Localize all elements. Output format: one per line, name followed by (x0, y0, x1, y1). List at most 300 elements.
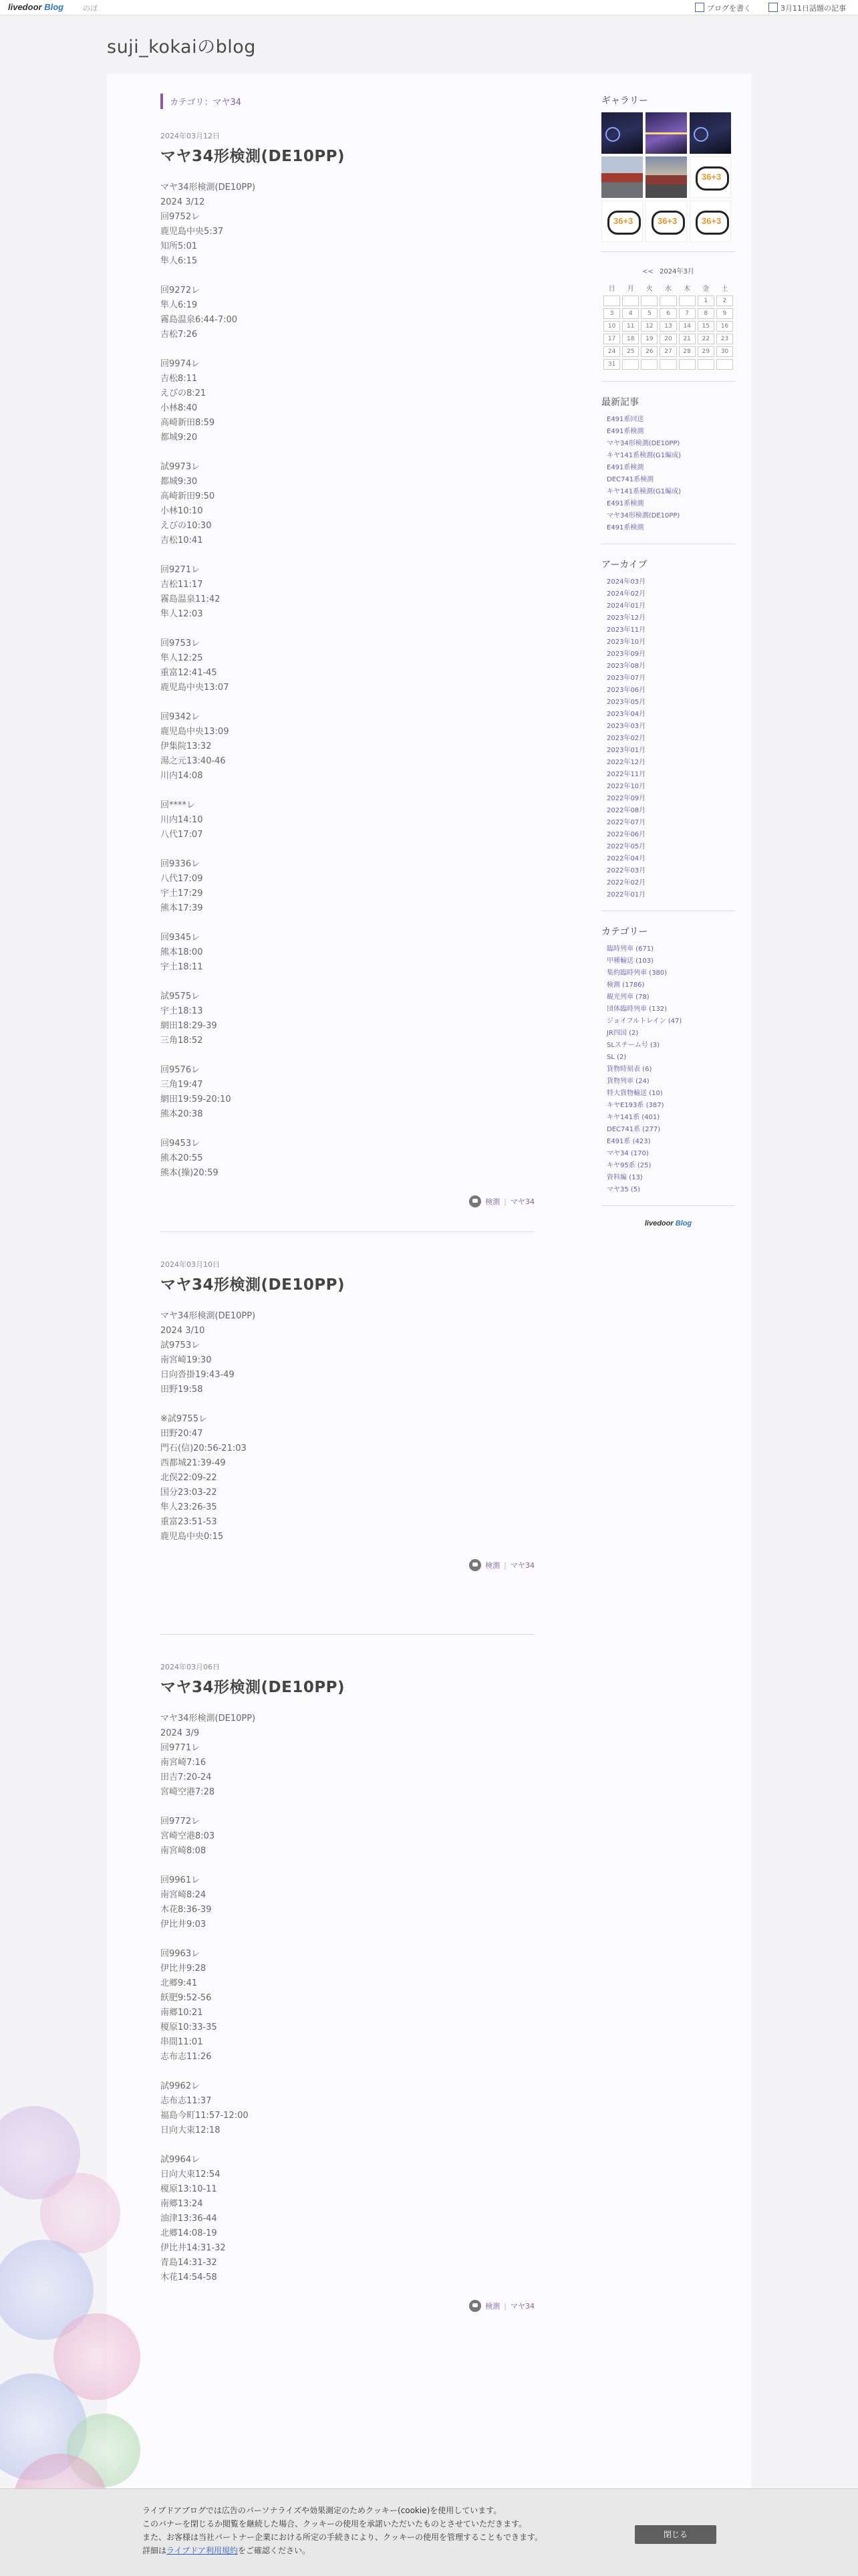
calendar-day[interactable]: 25 (622, 346, 639, 357)
post-title[interactable]: マヤ34形検測(DE10PP) (160, 1679, 345, 1696)
calendar-week (603, 296, 733, 306)
calendar-day[interactable]: 2 (716, 296, 733, 306)
calendar-day[interactable]: 21 (679, 334, 696, 344)
calendar-day (660, 296, 676, 306)
archive-link[interactable]: 2022年06月 (607, 831, 646, 838)
calendar-days (603, 296, 733, 370)
comment-icon[interactable] (469, 2300, 481, 2312)
calendar-day (716, 359, 733, 370)
gallery-thumbnail[interactable] (601, 201, 643, 242)
calendar-day (679, 296, 696, 306)
post-line: 川内14:08 (160, 771, 203, 781)
calendar-day[interactable]: 24 (603, 346, 620, 357)
blank-line (160, 445, 535, 460)
post-line: 八代17:07 (160, 830, 203, 840)
calendar-day[interactable]: 19 (641, 334, 658, 344)
post-line: 日向沓掛19:43-49 (160, 1370, 235, 1380)
post-line: 福島今町11:57-12:00 (160, 2111, 249, 2121)
gallery-thumbnail[interactable] (690, 201, 731, 242)
post-tag-link[interactable]: マヤ34 (511, 1561, 535, 1570)
post-line: 串間11:01 (160, 2037, 203, 2047)
weekday-label: 水 (664, 285, 672, 293)
post-line: 回9961レ (160, 1875, 200, 1885)
lang-label[interactable]: のぼ (83, 4, 98, 13)
post-line: 試9964レ (160, 2155, 200, 2165)
archive-link[interactable]: 2023年02月 (607, 735, 646, 742)
post-line: 網田19:59-20:10 (160, 1094, 231, 1104)
weekday-label: 月 (627, 285, 634, 293)
post-line: 青島14:31-32 (160, 2258, 217, 2268)
post-line: 木花8:36-39 (160, 1905, 212, 1915)
post-line: 2024 3/10 (160, 1326, 205, 1336)
archive-link[interactable]: 2023年09月 (607, 651, 646, 658)
calendar-day[interactable]: 12 (641, 321, 658, 332)
category-link[interactable]: 検測 (1786) (607, 981, 645, 989)
post-line: 試9575レ (160, 991, 200, 1002)
recent-post-link[interactable]: マヤ34形検測(DE10PP) (607, 440, 680, 447)
recent-post-link[interactable]: キヤ141系検測(G1編成) (607, 452, 682, 459)
calendar-day (660, 359, 676, 370)
archive-title: アーカイブ (601, 560, 648, 570)
blank-line (160, 784, 535, 798)
cookie-close-button[interactable]: 閉じる (635, 2525, 716, 2544)
blank-line (160, 1932, 535, 1947)
blank-line (160, 842, 535, 857)
post-line: 回9752レ (160, 212, 200, 222)
divider (601, 381, 735, 382)
post-line: 南郷10:21 (160, 2008, 203, 2018)
calendar-caption (601, 265, 735, 275)
category-link[interactable]: 団体臨時列車 (132) (607, 1006, 668, 1013)
gallery-thumbnail[interactable] (646, 156, 687, 198)
archive-link[interactable]: 2023年12月 (607, 614, 646, 622)
write-blog-link[interactable] (695, 3, 751, 13)
post-body (160, 181, 535, 1181)
post-line: 2024 3/12 (160, 197, 205, 207)
calendar-day[interactable]: 6 (660, 308, 676, 319)
post-line: 霧島温泉6:44-7:00 (160, 315, 238, 325)
post-category-link[interactable]: 検測 (485, 1197, 500, 1206)
blank-line (160, 695, 535, 710)
weekday-label: 土 (721, 285, 728, 293)
post-line: 回9771レ (160, 1743, 200, 1753)
category-link[interactable]: SL (2) (607, 1054, 627, 1061)
recent-posts-title: 最新記事 (601, 397, 639, 408)
content-wrapper (107, 74, 751, 2507)
archive-link[interactable]: 2023年08月 (607, 663, 646, 670)
post-line: 鹿児島中央5:37 (160, 227, 224, 237)
cookie-line: また、お客様は当社パートナー企業における所定の手続きにより、クッキーの使用を管理することもできます。 (142, 2533, 543, 2542)
post-line: 隼人6:15 (160, 256, 198, 266)
calendar-month: 2024年3月 (660, 268, 694, 275)
post-line: 南郷13:24 (160, 2199, 203, 2209)
calendar-prev-link[interactable]: << (642, 268, 654, 275)
post-line: 知所5:01 (160, 241, 198, 251)
cookie-line: ライブドアブログでは広告のパーソナライズや効果測定のためクッキー(cookie)を使用しています。 (142, 2506, 502, 2515)
blank-line (160, 1859, 535, 1873)
post-line: 北郷14:08-19 (160, 2228, 217, 2238)
calendar-day[interactable]: 3 (603, 308, 620, 319)
calendar-day[interactable]: 27 (660, 346, 676, 357)
calendar-day[interactable]: 9 (716, 308, 733, 319)
post-list (160, 130, 535, 2315)
blank-line (160, 975, 535, 989)
blog-title[interactable]: suji_kokaiのblog (107, 37, 256, 57)
post-line: 南宮崎8:08 (160, 1846, 206, 1856)
post-line: 田吉7:20-24 (160, 1772, 212, 1782)
post-line: 回9336レ (160, 859, 200, 869)
write-blog-label: ブログを書く (707, 4, 751, 13)
post-line: 隼人12:25 (160, 653, 203, 663)
post-line: 試9973レ (160, 462, 200, 472)
post-line: 三角19:47 (160, 1080, 203, 1090)
post-category-link[interactable]: 検測 (485, 2302, 500, 2311)
topic-articles-link[interactable] (768, 3, 846, 13)
post-line: 回****レ (160, 800, 196, 810)
post-line: 重富12:41-45 (160, 668, 217, 678)
gallery-thumbnail[interactable] (646, 201, 687, 242)
post-line: えびの8:21 (160, 388, 206, 398)
archive-link[interactable]: 2022年05月 (607, 843, 646, 850)
archive-link[interactable]: 2022年10月 (607, 783, 646, 790)
category-link[interactable]: 甲種輸送 (103) (607, 957, 654, 965)
category-list (601, 943, 735, 1196)
post-line: 高崎新田9:50 (160, 491, 215, 501)
archive-link[interactable]: 2024年01月 (607, 602, 646, 610)
calendar-day[interactable]: 28 (679, 346, 696, 357)
archive-list (601, 576, 735, 901)
post-line: 吉松11:17 (160, 580, 203, 590)
category-link[interactable]: E491系 (423) (607, 1138, 651, 1145)
archive-link[interactable]: 2023年07月 (607, 675, 646, 682)
top-bar (0, 0, 858, 15)
post-line: 鹿児島中央0:15 (160, 1532, 224, 1542)
post-line: 熊本(操)20:59 (160, 1168, 219, 1178)
calendar-day[interactable]: 1 (698, 296, 714, 306)
archive-link[interactable]: 2023年01月 (607, 747, 646, 754)
sidebar-footer-logo[interactable] (601, 1219, 735, 1227)
category-link[interactable]: キヤ95系 (25) (607, 1162, 652, 1169)
calendar-day[interactable]: 10 (603, 321, 620, 332)
footer-logo-text: livedoor (644, 1219, 674, 1227)
post-line: 伊比井9:28 (160, 1964, 206, 1974)
post-line: 吉松7:26 (160, 330, 198, 340)
post-date: 2024年03月10日 (160, 1260, 220, 1269)
comment-icon[interactable] (469, 1195, 481, 1207)
divider (601, 251, 735, 252)
post-line: 隼人23:26-35 (160, 1502, 217, 1512)
calendar-table (601, 279, 735, 372)
post-line: 回9772レ (160, 1817, 200, 1827)
post-meta (160, 1195, 535, 1210)
post-line: 網田18:29-39 (160, 1021, 217, 1031)
livedoor-blog-logo[interactable] (8, 2, 63, 12)
calendar-week (603, 321, 733, 332)
calendar-icon (768, 3, 778, 12)
blank-line (160, 548, 535, 563)
calendar-day[interactable]: 20 (660, 334, 676, 344)
post-line: 榎原10:33-35 (160, 2022, 217, 2032)
meta-separator: | (504, 2302, 507, 2311)
post-line: 北郷9:41 (160, 1978, 198, 1988)
category-link[interactable]: キヤE193系 (387) (607, 1102, 664, 1109)
post-line: 熊本17:39 (160, 903, 203, 913)
post-line: 熊本20:38 (160, 1109, 203, 1119)
archive-link[interactable]: 2022年08月 (607, 807, 646, 814)
recent-post-link[interactable]: E491系回送 (607, 416, 644, 423)
calendar-day[interactable]: 17 (603, 334, 620, 344)
gallery-thumbnail[interactable] (690, 112, 731, 154)
calendar-day (641, 359, 658, 370)
post-line: 田野19:58 (160, 1385, 203, 1395)
recent-post-link[interactable]: E491系検測 (607, 464, 644, 471)
post-line: 伊比井14:31-32 (160, 2243, 226, 2253)
category-link[interactable]: 臨時列車 (671) (607, 945, 654, 953)
archive-link[interactable]: 2022年04月 (607, 855, 646, 862)
post-body (160, 1712, 535, 2285)
cookie-line (142, 2544, 623, 2557)
post-line: 回9753レ (160, 638, 200, 649)
post-line: 回9576レ (160, 1065, 200, 1075)
post-line: 三角18:52 (160, 1036, 203, 1046)
post-line: 南宮崎7:16 (160, 1758, 206, 1768)
post-line: 八代17:09 (160, 874, 203, 884)
calendar-day[interactable]: 7 (679, 308, 696, 319)
post-line: 隼人6:19 (160, 300, 198, 310)
post-title[interactable]: マヤ34形検測(DE10PP) (160, 148, 345, 165)
post-line: 試9962レ (160, 2081, 200, 2091)
archive-link[interactable]: 2022年12月 (607, 759, 646, 766)
post-divider (160, 1634, 535, 1635)
recent-post-link[interactable]: キヤ141系検測(G1編成) (607, 488, 682, 495)
logo-label: 36+3 (658, 216, 678, 226)
calendar-day[interactable]: 16 (716, 321, 733, 332)
calendar-day[interactable]: 22 (698, 334, 714, 344)
calendar-day[interactable]: 14 (679, 321, 696, 332)
blank-line (160, 1122, 535, 1137)
post-line: 吉松8:11 (160, 374, 198, 384)
blank-line (160, 342, 535, 357)
post-line: 回9272レ (160, 285, 200, 296)
weekday-label: 金 (702, 285, 710, 293)
category-link[interactable]: ジョイフルトレイン (47) (607, 1018, 682, 1025)
post-tag-link[interactable]: マヤ34 (511, 1197, 535, 1206)
archive-link[interactable]: 2022年09月 (607, 795, 646, 802)
post-line: 小林8:40 (160, 403, 198, 413)
calendar-week (603, 334, 733, 344)
post-line: 回9345レ (160, 933, 200, 943)
blank-line (160, 916, 535, 931)
archive-link[interactable]: 2022年07月 (607, 819, 646, 826)
post-line: 熊本20:55 (160, 1153, 203, 1163)
post-tag-link[interactable]: マヤ34 (511, 2302, 535, 2311)
weekday-label: 木 (684, 285, 691, 293)
category-link[interactable]: JR四国 (2) (607, 1030, 639, 1037)
category-link[interactable]: SLスチーム号 (3) (607, 1042, 660, 1049)
calendar-day[interactable]: 4 (622, 308, 639, 319)
logo-label: 36+3 (613, 216, 633, 226)
category-link[interactable]: 貨物列車 (24) (607, 1078, 650, 1085)
post-line: 榎原13:10-11 (160, 2184, 217, 2194)
terms-link[interactable]: ライブドア利用規約 (166, 2546, 238, 2555)
post-line: 田野20:47 (160, 1429, 203, 1439)
blank-line (160, 269, 535, 283)
archive-link[interactable]: 2023年03月 (607, 723, 646, 730)
category-link[interactable]: 集約臨時列車 (380) (607, 969, 668, 977)
calendar-week (603, 346, 733, 357)
post-line: 国分23:03-22 (160, 1488, 217, 1498)
topic-articles-label: 3月11日話題の記事 (780, 4, 846, 13)
calendar-day[interactable]: 13 (660, 321, 676, 332)
calendar-week (603, 308, 733, 319)
blog-post (160, 1661, 535, 2315)
post-line: 都城9:30 (160, 477, 198, 487)
post-date: 2024年03月12日 (160, 132, 220, 140)
comment-icon[interactable] (469, 1559, 481, 1571)
logo-accent-text: Blog (44, 2, 64, 12)
calendar-day (622, 359, 639, 370)
post-line: 試9753レ (160, 1340, 200, 1351)
weekday-label: 火 (646, 285, 653, 293)
calendar-day[interactable]: 23 (716, 334, 733, 344)
calendar-weekdays (603, 281, 733, 294)
recent-post-link[interactable]: E491系検測 (607, 500, 644, 507)
post-line: 隼人12:03 (160, 609, 203, 619)
archive-link[interactable]: 2023年05月 (607, 699, 646, 706)
post-line: 回9963レ (160, 1949, 200, 1959)
post-line: 宇土17:29 (160, 889, 203, 899)
category-link[interactable]: DEC741系 (277) (607, 1126, 661, 1133)
category-title: カテゴリー (601, 927, 648, 937)
calendar (601, 265, 735, 372)
post-line: 小林10:10 (160, 506, 203, 516)
cookie-banner (0, 2488, 858, 2576)
archive-link[interactable]: 2022年11月 (607, 771, 646, 778)
post-line: 志布志11:37 (160, 2096, 212, 2106)
post-line: 飫肥9:52-56 (160, 1993, 212, 2003)
archive-link[interactable]: 2024年03月 (607, 578, 646, 586)
category-link[interactable]: マヤ35 (5) (607, 1186, 641, 1193)
post-line: 鹿児島中央13:09 (160, 727, 229, 737)
gallery-thumbnail[interactable] (601, 156, 643, 198)
cookie-line-prefix: 詳細は (142, 2546, 167, 2555)
category-link[interactable]: キヤ141系 (401) (607, 1114, 660, 1121)
sidebar (601, 94, 735, 1227)
post-line: マヤ34形検測(DE10PP) (160, 183, 256, 193)
blank-line (160, 2138, 535, 2153)
recent-post-link[interactable]: マヤ34形検測(DE10PP) (607, 512, 680, 519)
calendar-day[interactable]: 26 (641, 346, 658, 357)
calendar-day[interactable]: 8 (698, 308, 714, 319)
category-link[interactable]: マヤ34 (170) (607, 1150, 649, 1157)
calendar-day[interactable]: 31 (603, 359, 620, 370)
calendar-day[interactable]: 15 (698, 321, 714, 332)
category-link[interactable]: 観光列車 (78) (607, 993, 650, 1001)
post-line: 志布志11:26 (160, 2052, 212, 2062)
post-line: 重富23:51-53 (160, 1517, 217, 1527)
post-line: 西都城21:39-49 (160, 1458, 226, 1468)
post-line: 南宮崎19:30 (160, 1355, 212, 1365)
archive-link[interactable]: 2023年10月 (607, 638, 646, 646)
weekday-label: 日 (608, 285, 615, 293)
blank-line (160, 1397, 535, 1412)
calendar-day[interactable]: 30 (716, 346, 733, 357)
archive-link[interactable]: 2022年02月 (607, 879, 646, 887)
post-line: 伊比井9:03 (160, 1919, 206, 1929)
gallery-thumbnail[interactable] (646, 112, 687, 154)
logo-text: livedoor (8, 2, 42, 12)
post-line: 宮崎空港7:28 (160, 1787, 215, 1797)
calendar-day[interactable]: 5 (641, 308, 658, 319)
post-line: 霧島温泉11:42 (160, 594, 221, 604)
post-line: 南宮崎8:24 (160, 1890, 206, 1900)
post-line: 川内14:10 (160, 815, 203, 825)
archive-link[interactable]: 2023年11月 (607, 626, 646, 634)
post-meta (160, 1559, 535, 1574)
gallery-thumbnail[interactable] (690, 156, 731, 198)
post-line: 宇土18:13 (160, 1006, 203, 1016)
calendar-day[interactable]: 29 (698, 346, 714, 357)
gallery-thumbnail[interactable] (601, 112, 643, 154)
post-line: 木花14:54-58 (160, 2272, 217, 2282)
blog-post (160, 130, 535, 1210)
post-meta (160, 2300, 535, 2315)
category-link[interactable]: 特大貨物輸送 (10) (607, 1090, 663, 1097)
blank-line (160, 2065, 535, 2079)
archive-link[interactable]: 2022年01月 (607, 891, 646, 899)
blank-line (160, 1048, 535, 1063)
main-column (160, 94, 535, 2315)
gallery-grid (601, 112, 735, 242)
post-category-link[interactable]: 検測 (485, 1561, 500, 1570)
calendar-day[interactable]: 18 (622, 334, 639, 344)
recent-post-link[interactable]: E491系検測 (607, 524, 644, 532)
category-link[interactable]: 資料編 (13) (607, 1174, 643, 1181)
post-body (160, 1309, 535, 1544)
archive-link[interactable]: 2022年03月 (607, 867, 646, 874)
pencil-icon (695, 3, 704, 12)
recent-post-link[interactable]: DEC741系検測 (607, 476, 654, 483)
logo-label: 36+3 (702, 172, 722, 182)
post-line: 湯之元13:40-46 (160, 756, 226, 766)
post-line: ※試9755レ (160, 1414, 207, 1424)
cookie-line-suffix: をご確認ください。 (237, 2546, 310, 2555)
calendar-day (698, 359, 714, 370)
post-title[interactable]: マヤ34形検測(DE10PP) (160, 1276, 345, 1294)
calendar-day[interactable]: 11 (622, 321, 639, 332)
recent-post-link[interactable]: E491系検測 (607, 428, 644, 435)
logo-label: 36+3 (702, 216, 722, 226)
post-line: 門石(信)20:56-21:03 (160, 1443, 247, 1453)
archive-link[interactable]: 2023年04月 (607, 711, 646, 718)
post-line: 吉松10:41 (160, 536, 203, 546)
post-line: 高崎新田8:59 (160, 418, 215, 428)
meta-separator: | (504, 1197, 507, 1206)
divider (601, 1205, 735, 1206)
blog-post (160, 1259, 535, 1574)
post-line: 回9453レ (160, 1139, 200, 1149)
category-header: カテゴリ：マヤ34 (160, 94, 535, 109)
category-link[interactable]: 貨物時刻表 (6) (607, 1066, 652, 1073)
post-line: 日向大束12:18 (160, 2125, 221, 2135)
post-line: 都城9:20 (160, 433, 198, 443)
archive-link[interactable]: 2024年02月 (607, 590, 646, 598)
post-line: 伊集院13:32 (160, 741, 212, 751)
archive-link[interactable]: 2023年06月 (607, 687, 646, 694)
post-line: 日向大束12:54 (160, 2170, 221, 2180)
post-line: えびの10:30 (160, 521, 212, 531)
post-line: マヤ34形検測(DE10PP) (160, 1311, 256, 1321)
